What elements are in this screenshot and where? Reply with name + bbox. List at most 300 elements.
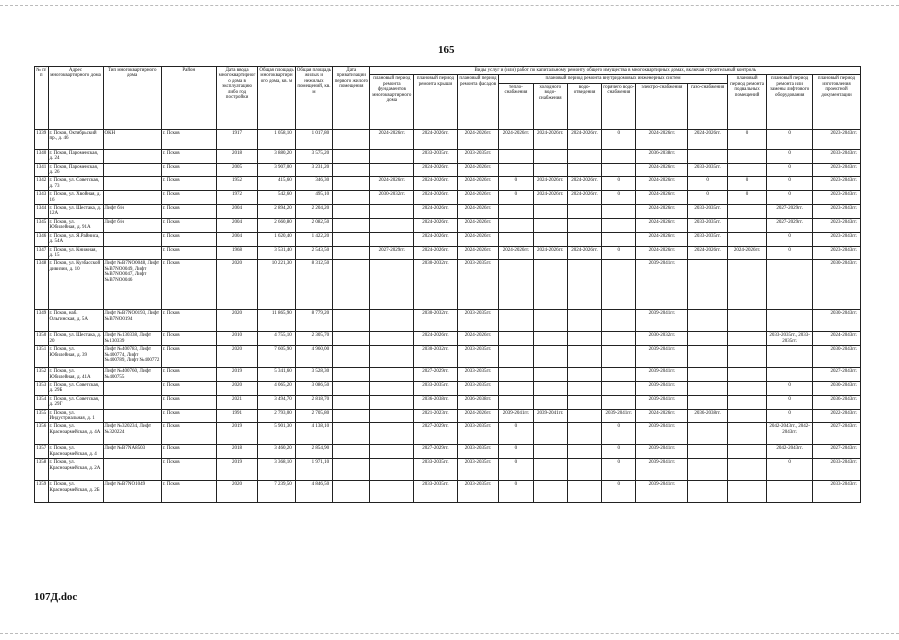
cell-own — [333, 481, 370, 503]
page-number: 165 — [438, 44, 455, 56]
cell-address: г. Псков, ул. Книжная, д. 15 — [48, 246, 103, 260]
cell-facade: 2024-2026гг. — [457, 177, 499, 191]
cell-address: г. Псков, ул. Юбилейная, д. 91А — [48, 218, 103, 232]
cell-type: Лифт №В7NO0193, Лифт №В7NO0194 — [103, 310, 161, 332]
cell-elev: 0 — [767, 232, 813, 246]
cell-total: 3 368,10 — [258, 459, 295, 481]
cell-proj: 2023-2043гг. — [812, 191, 860, 205]
table-row — [35, 149, 861, 163]
cell-heat: 0 — [499, 481, 533, 503]
cell-type — [103, 163, 161, 177]
cell-district: г. Псков — [161, 346, 216, 368]
cell-hot — [602, 332, 636, 346]
col-electric: электро-снабжения — [636, 83, 688, 129]
cell-gas — [688, 423, 727, 445]
cell-proj: 2030-2043гг. — [812, 260, 860, 310]
cell-district: г. Псков — [161, 368, 216, 382]
cell-cold: 2024-2026гг. — [533, 191, 567, 205]
cell-living: 495,10 — [295, 191, 332, 205]
works-group-header: Виды услуг и (или) работ по капитальному ремонту общего имущества в многоквартирных домах, включая строительный контроль — [370, 67, 861, 75]
cell-facade: 2024-2026гг. — [457, 191, 499, 205]
table-row — [35, 232, 861, 246]
cell-base — [727, 232, 766, 246]
cell-cold — [533, 218, 567, 232]
cell-hot — [602, 346, 636, 368]
cell-proj: 2023-2043гг. — [812, 232, 860, 246]
cell-address: г. Псков, ул. Красноармейская, д. 2Б — [48, 481, 103, 503]
cell-own — [333, 205, 370, 219]
cell-district: г. Псков — [161, 149, 216, 163]
cell-elev: 2033-2035гг., 2033-2035гг. — [767, 332, 813, 346]
cell-own — [333, 129, 370, 149]
cell-facade: 2024-2026гг. — [457, 409, 499, 423]
cell-type — [103, 191, 161, 205]
table-row — [35, 481, 861, 503]
cell-cold — [533, 395, 567, 409]
bottom-scan-border — [0, 633, 899, 634]
cell-sewer: 2024-2026гг. — [567, 129, 601, 149]
cell-type — [103, 246, 161, 260]
col-living-area: Общая площадь жилых и нежилых помещений, кв. м — [295, 67, 332, 130]
cell-living: 1 422,20 — [295, 232, 332, 246]
col-heat: тепло-снабжения — [499, 83, 533, 129]
cell-elev: 2027-2029гг. — [767, 218, 813, 232]
cell-found: 2027-2029гг. — [370, 246, 414, 260]
cell-elev: 2042-2043гг., 2042-2043гг. — [767, 423, 813, 445]
cell-district: г. Псков — [161, 423, 216, 445]
cell-living: 2 854,90 — [295, 445, 332, 459]
cell-own — [333, 191, 370, 205]
top-scan-border — [0, 5, 899, 6]
cell-year: 2010 — [216, 332, 258, 346]
cell-year: 2019 — [216, 368, 258, 382]
cell-roof: 2033-2035гг. — [414, 459, 458, 481]
cell-hot: 0 — [602, 191, 636, 205]
cell-district: г. Псков — [161, 191, 216, 205]
cell-total: 1 620,40 — [258, 232, 295, 246]
cell-living: 3 528,30 — [295, 368, 332, 382]
cell-roof: 2024-2026гг. — [414, 205, 458, 219]
table-row — [35, 129, 861, 149]
cell-living: 2 543,50 — [295, 246, 332, 260]
cell-type — [103, 395, 161, 409]
cell-elev: 0 — [767, 459, 813, 481]
cell-found — [370, 218, 414, 232]
cell-living: 3 575,20 — [295, 149, 332, 163]
cell-heat — [499, 149, 533, 163]
cell-found: 2024-2026гг. — [370, 177, 414, 191]
cell-heat — [499, 346, 533, 368]
cell-hot — [602, 205, 636, 219]
cell-base — [727, 381, 766, 395]
table-row — [35, 246, 861, 260]
cell-sewer — [567, 232, 601, 246]
cell-num: 1341 — [35, 163, 49, 177]
cell-elec: 2039-2041гг. — [636, 481, 688, 503]
cell-proj: 2033-2043гг. — [812, 481, 860, 503]
cell-address: г. Псков, ул. Советская, д. 73 — [48, 177, 103, 191]
cell-base — [727, 459, 766, 481]
cell-sewer — [567, 346, 601, 368]
cell-address: г. Псков, ул. Юбилейная, д. 41А — [48, 368, 103, 382]
cell-proj: 2023-2043гг. — [812, 246, 860, 260]
cell-facade: 2024-2026гг. — [457, 163, 499, 177]
cell-heat: 0 — [499, 191, 533, 205]
cell-elec: 2036-2038гг. — [636, 149, 688, 163]
cell-base: 0 — [727, 177, 766, 191]
cell-num: 1355 — [35, 409, 49, 423]
cell-total: 2 793,00 — [258, 409, 295, 423]
cell-living: 1 017,80 — [295, 129, 332, 149]
systems-group-header: плановый период ремонта внутридомовых инженерных систем — [499, 75, 728, 83]
cell-num: 1356 — [35, 423, 49, 445]
col-gas: газо-снабжения — [688, 83, 727, 129]
cell-facade: 2024-2026гг. — [457, 246, 499, 260]
cell-hot — [602, 260, 636, 310]
cell-cold: 2024-2026гг. — [533, 246, 567, 260]
cell-base — [727, 409, 766, 423]
cell-facade: 2024-2026гг. — [457, 232, 499, 246]
cell-heat — [499, 260, 533, 310]
cell-sewer — [567, 423, 601, 445]
cell-num: 1352 — [35, 368, 49, 382]
cell-sewer: 2024-2026гг. — [567, 177, 601, 191]
cell-found — [370, 205, 414, 219]
cell-address: г. Псков, ул. Советская, д. 29Г — [48, 395, 103, 409]
cell-proj: 2036-2043гг. — [812, 395, 860, 409]
cell-address: г. Псков, ул. Шестака, д. 12А — [49, 206, 102, 217]
cell-found — [370, 232, 414, 246]
cell-facade: 2033-2035гг. — [457, 260, 499, 310]
cell-living: 4 960,00 — [295, 346, 332, 368]
cell-num: 1359 — [35, 481, 49, 503]
cell-year: 2004 — [216, 205, 258, 219]
cell-cold — [533, 346, 567, 368]
cell-total: 3 531,40 — [258, 246, 295, 260]
cell-found — [370, 445, 414, 459]
cell-year: 1968 — [216, 246, 258, 260]
cell-heat: 2024-2026гг. — [499, 246, 533, 260]
cell-num: 1346 — [35, 232, 49, 246]
cell-own — [333, 232, 370, 246]
cell-hot — [602, 395, 636, 409]
cell-roof: 2024-2026гг. — [414, 246, 458, 260]
table-row — [35, 163, 861, 177]
cell-elec: 2039-2041гг. — [636, 459, 688, 481]
table-row — [35, 205, 861, 219]
cell-base — [727, 368, 766, 382]
cell-proj: 2033-2043гг. — [812, 149, 860, 163]
document-filename: 107Д.doc — [34, 591, 78, 603]
cell-facade: 2024-2026гг. — [457, 218, 499, 232]
cell-base — [727, 205, 766, 219]
cell-gas: 0 — [688, 191, 727, 205]
cell-living: 2 818,70 — [295, 395, 332, 409]
cell-type: Лифт б/н — [103, 218, 161, 232]
cell-facade: 2033-2035гг. — [457, 310, 499, 332]
cell-total: 5 901,30 — [258, 423, 295, 445]
cell-roof: 2033-2035гг. — [414, 481, 458, 503]
cell-roof: 2024-2026гг. — [414, 163, 458, 177]
col-address: Адрес многоквартирного дома — [48, 67, 103, 130]
table-row — [35, 368, 861, 382]
cell-gas — [688, 481, 727, 503]
cell-roof: 2030-2032гг. — [414, 310, 458, 332]
cell-proj: 2023-2043гг. — [812, 205, 860, 219]
cell-hot: 0 — [602, 459, 636, 481]
cell-num: 1357 — [35, 445, 49, 459]
cell-facade: 2033-2035гг. — [457, 381, 499, 395]
cell-elec: 2039-2041гг. — [636, 346, 688, 368]
cell-cold — [533, 481, 567, 503]
cell-base — [727, 149, 766, 163]
cell-hot — [602, 163, 636, 177]
cell-found — [370, 381, 414, 395]
cell-address: г. Псков, ул. Красноармейская, д. 2А — [48, 459, 103, 481]
cell-cold — [533, 260, 567, 310]
cell-elev — [767, 346, 813, 368]
col-basement: плановый период ремонта подвальных помещений — [727, 75, 766, 129]
cell-proj: 2033-2043гг. — [812, 459, 860, 481]
cell-facade: 2033-2035гг. — [457, 423, 499, 445]
cell-found — [370, 346, 414, 368]
cell-sewer: 2024-2026гг. — [567, 246, 601, 260]
cell-district: г. Псков — [161, 129, 216, 149]
cell-proj: 2027-2043гг. — [812, 423, 860, 445]
cell-elec: 2024-2026гг. — [636, 218, 688, 232]
cell-base: 0 — [727, 191, 766, 205]
cell-year: 2019 — [216, 459, 258, 481]
cell-district: г. Псков — [161, 332, 216, 346]
cell-gas — [688, 332, 727, 346]
cell-base — [727, 163, 766, 177]
cell-roof: 2024-2026гг. — [414, 332, 458, 346]
cell-base — [727, 423, 766, 445]
cell-facade: 2033-2035гг. — [457, 346, 499, 368]
cell-num: 1351 — [35, 346, 49, 368]
table-row — [35, 346, 861, 368]
cell-roof: 2027-2029гг. — [414, 445, 458, 459]
cell-elec: 2039-2041гг. — [636, 445, 688, 459]
cell-elec: 2024-2026гг. — [636, 129, 688, 149]
cell-heat — [499, 368, 533, 382]
cell-cold — [533, 459, 567, 481]
cell-roof: 2027-2029гг. — [414, 423, 458, 445]
cell-hot — [602, 149, 636, 163]
cell-address: г. Псков, Пароменская, д. 24 — [48, 149, 103, 163]
cell-living: 4 138,10 — [295, 423, 332, 445]
cell-sewer — [567, 395, 601, 409]
cell-num: 1343 — [35, 191, 49, 205]
cell-total: 7 239,50 — [258, 481, 295, 503]
col-cold-water: холодного водо-снабжения — [533, 83, 567, 129]
cell-cold — [533, 205, 567, 219]
cell-cold — [533, 149, 567, 163]
cell-type — [103, 149, 161, 163]
cell-living: 4 846,50 — [295, 481, 332, 503]
table-row — [35, 191, 861, 205]
cell-address: г. Псков, ул. Советская, д. 29Б — [48, 381, 103, 395]
cell-sewer — [567, 409, 601, 423]
table-row — [35, 395, 861, 409]
cell-living: 2 305,70 — [295, 332, 332, 346]
cell-own — [333, 381, 370, 395]
cell-hot: 0 — [602, 423, 636, 445]
col-year: Дата ввода многоквартирного дома в эксплуатацию либо год постройки — [216, 67, 258, 130]
cell-elec: 2039-2041гг. — [636, 423, 688, 445]
cell-heat: 0 — [499, 177, 533, 191]
cell-living: 8 312,50 — [295, 260, 332, 310]
cell-own — [333, 163, 370, 177]
cell-total: 10 221,30 — [258, 260, 295, 310]
table-row — [35, 218, 861, 232]
cell-year: 2004 — [216, 218, 258, 232]
cell-district: г. Псков — [161, 232, 216, 246]
cell-gas: 2036-2038гг. — [688, 409, 727, 423]
cell-own — [333, 445, 370, 459]
table-row — [35, 310, 861, 332]
cell-elec: 2039-2041гг. — [636, 395, 688, 409]
cell-own — [333, 246, 370, 260]
cell-heat: 0 — [499, 445, 533, 459]
cell-own — [333, 332, 370, 346]
table-row — [35, 177, 861, 191]
cell-elev: 0 — [767, 163, 813, 177]
col-facade: плановый период ремонта фасадов — [457, 75, 499, 129]
table-row — [35, 409, 861, 423]
cell-num: 1353 — [35, 381, 49, 395]
cell-year: 2018 — [216, 445, 258, 459]
cell-address: г. Псков, ул. Красноармейская, д. 4А — [48, 423, 103, 445]
cell-gas — [688, 445, 727, 459]
cell-gas — [688, 395, 727, 409]
cell-cold — [533, 368, 567, 382]
cell-found — [370, 163, 414, 177]
cell-num: 1350 — [35, 332, 49, 346]
cell-type — [103, 459, 161, 481]
cell-base — [727, 481, 766, 503]
cell-facade: 2033-2035гг. — [457, 481, 499, 503]
cell-hot: 0 — [602, 246, 636, 260]
cell-living: 8 779,20 — [295, 310, 332, 332]
cell-living: 2 204,20 — [295, 205, 332, 219]
cell-proj: 2030-2043гг. — [812, 381, 860, 395]
cell-cold — [533, 423, 567, 445]
cell-base — [727, 260, 766, 310]
cell-address: г. Псков, наб. Ольгинская, д. 5А — [48, 310, 103, 332]
cell-base — [727, 332, 766, 346]
capital-repair-table — [34, 66, 861, 503]
cell-cold: 2024-2026гг. — [533, 129, 567, 149]
cell-base: 0 — [727, 129, 766, 149]
cell-elec: 2024-2026гг. — [636, 205, 688, 219]
cell-sewer — [567, 332, 601, 346]
cell-elec: 2024-2026гг. — [636, 409, 688, 423]
cell-num: 1347 — [35, 246, 49, 260]
cell-found — [370, 332, 414, 346]
cell-found — [370, 368, 414, 382]
cell-address: г. Псков, ул. Юбилейная, д. 39 — [48, 346, 103, 368]
cell-type: Лифт №В7NO0048, Лифт №В7NO0049, Лифт №В7NO0047, Лифт №В7NO0046 — [103, 260, 161, 310]
col-hot-water: горячего водо-снабжения — [602, 83, 636, 129]
cell-sewer — [567, 149, 601, 163]
cell-sewer — [567, 481, 601, 503]
cell-living: 2 082,50 — [295, 218, 332, 232]
cell-address: г. Псков, Пароменская, д. 26 — [48, 163, 103, 177]
cell-address: г. Псков, Октябрьский пр., д. 46 — [48, 129, 103, 149]
cell-proj: 2027-2043гг. — [812, 368, 860, 382]
cell-elec: 2039-2041гг. — [636, 310, 688, 332]
table-row — [35, 381, 861, 395]
cell-num: 1342 — [35, 177, 49, 191]
cell-facade: 2033-2035гг. — [457, 368, 499, 382]
cell-facade: 2024-2026гг. — [457, 129, 499, 149]
cell-found — [370, 260, 414, 310]
cell-living: 3 086,50 — [295, 381, 332, 395]
cell-num: 1339 — [35, 129, 49, 149]
cell-elev: 0 — [767, 149, 813, 163]
table-row — [35, 423, 861, 445]
cell-total: 4 755,10 — [258, 332, 295, 346]
cell-total: 2 894,20 — [258, 205, 295, 219]
cell-total: 3 907,00 — [258, 163, 295, 177]
cell-year: 1952 — [216, 177, 258, 191]
cell-roof: 2027-2029гг. — [414, 368, 458, 382]
cell-cold — [533, 381, 567, 395]
cell-roof: 2033-2035гг. — [414, 149, 458, 163]
col-district: Район — [161, 67, 216, 130]
cell-sewer — [567, 445, 601, 459]
cell-sewer — [567, 310, 601, 332]
cell-facade: 2024-2026гг. — [457, 332, 499, 346]
cell-address: г. Псков, ул. Красноармейская, д. 4 — [48, 445, 103, 459]
cell-cold — [533, 310, 567, 332]
cell-roof: 2030-2032гг. — [414, 260, 458, 310]
cell-base — [727, 218, 766, 232]
cell-sewer — [567, 459, 601, 481]
cell-proj: 2023-2043гг. — [812, 129, 860, 149]
cell-elec: 2039-2041гг. — [636, 381, 688, 395]
cell-total: 2 660,80 — [258, 218, 295, 232]
cell-base: 2024-2026гг. — [727, 246, 766, 260]
cell-heat — [499, 232, 533, 246]
cell-base — [727, 346, 766, 368]
cell-elev: 0 — [767, 177, 813, 191]
cell-year: 2020 — [216, 346, 258, 368]
cell-own — [333, 260, 370, 310]
cell-total: 415,60 — [258, 177, 295, 191]
cell-num: 1340 — [35, 149, 49, 163]
cell-year: 1991 — [216, 409, 258, 423]
cell-type: Лифт №400783, Лифт №400774, Лифт №400789, Лифт №400772 — [103, 346, 161, 368]
cell-hot: 0 — [602, 129, 636, 149]
cell-proj: 2023-2043гг. — [812, 218, 860, 232]
cell-gas: 2033-2035гг. — [688, 205, 727, 219]
cell-proj: 2030-2043гг. — [812, 310, 860, 332]
cell-own — [333, 423, 370, 445]
col-ownership-date: Дата приватизации первого жилого помещения — [333, 67, 370, 130]
cell-hot — [602, 368, 636, 382]
cell-gas — [688, 310, 727, 332]
cell-gas — [688, 459, 727, 481]
cell-own — [333, 368, 370, 382]
cell-elec: 2024-2026гг. — [636, 177, 688, 191]
cell-elec: 2039-2041гг. — [636, 260, 688, 310]
cell-found — [370, 423, 414, 445]
cell-found — [370, 395, 414, 409]
cell-year: 2020 — [216, 381, 258, 395]
cell-elec: 2024-2026гг. — [636, 246, 688, 260]
